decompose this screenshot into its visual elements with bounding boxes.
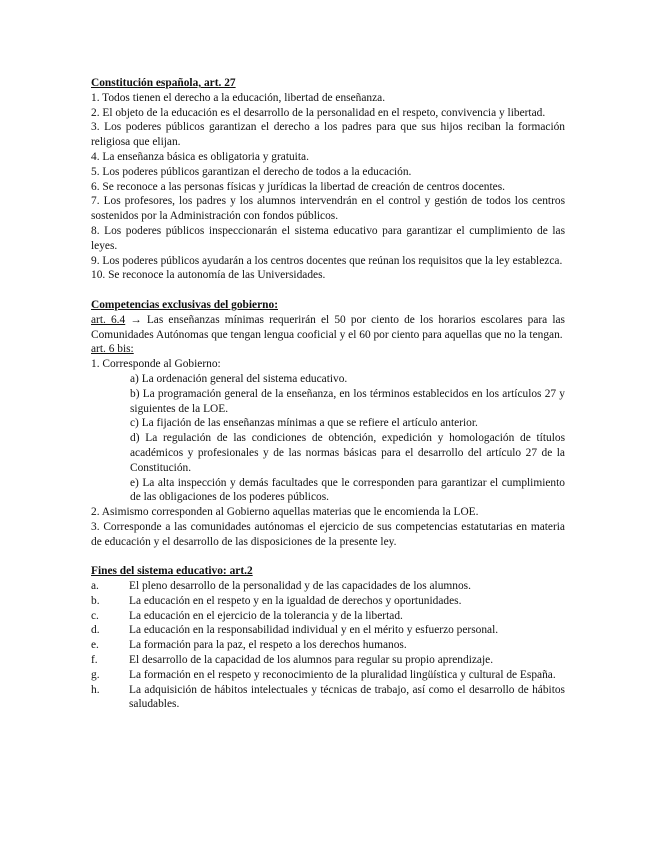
fines-item-e: [91, 638, 565, 653]
constitucion-item-5: 5. Los poderes públicos garantizan el derecho de todos a la educación.: [91, 165, 412, 178]
fines-text-a: El pleno desarrollo de la personalidad y de las capacidades de los alumnos.: [129, 580, 471, 593]
art-6-4-label: art. 6.4: [91, 313, 126, 326]
competencias-point-3: 3. Corresponde a las comunidades autónomas el ejercicio de sus competencias estatutarias en materia de educación y el desarrollo de las disposiciones de la presente ley.: [91, 520, 565, 548]
spacer: [91, 283, 565, 298]
fines-label-b: b.: [91, 594, 100, 607]
competencias-point-1: 1. Corresponde al Gobierno:: [91, 358, 221, 371]
fines-text-e: La formación para la paz, el respeto a los derechos humanos.: [129, 639, 407, 652]
fines-text-g: La formación en el respeto y reconocimiento de la pluralidad lingüística y cultural de España.: [129, 668, 556, 681]
fines-text-h: La adquisición de hábitos intelectuales y técnicas de trabajo, así como el desarrollo de hábitos saludables.: [129, 683, 565, 711]
fines-label-e: e.: [91, 639, 99, 652]
fines-label-g: g.: [91, 668, 100, 681]
fines-item-d: [91, 623, 565, 638]
fines-item-g: [91, 668, 565, 683]
constitucion-item-1: 1. Todos tienen el derecho a la educación, libertad de enseñanza.: [91, 91, 386, 104]
constitucion-item-10: 10. Se reconoce la autonomía de las Universidades.: [91, 269, 326, 282]
constitucion-item-3: 3. Los poderes públicos garantizan el derecho a los padres para que sus hijos reciban la formación religiosa que elijan.: [91, 121, 565, 149]
constitucion-item-4: 4. La enseñanza básica es obligatoria y gratuita.: [91, 150, 309, 163]
fines-label-a: a.: [91, 580, 99, 593]
fines-text-d: La educación en la responsabilidad individual y en el mérito y esfuerzo personal.: [129, 624, 499, 637]
fines-label-h: h.: [91, 683, 100, 696]
fines-item-b: [91, 594, 565, 609]
section-title-constitucion: Constitución española, art. 27: [91, 77, 236, 89]
fines-text-f: El desarrollo de la capacidad de los alumnos para regular su propio aprendizaje.: [129, 654, 494, 667]
competencias-point-2: 2. Asimismo corresponden al Gobierno aquellas materias que le encomienda la LOE.: [91, 506, 479, 519]
fines-text-b: La educación en el respeto y en la igualdad de derechos y oportunidades.: [129, 594, 462, 607]
fines-item-f: [91, 653, 565, 668]
art-6-4-paragraph: [91, 313, 565, 343]
constitucion-item-9: 9. Los poderes públicos ayudarán a los centros docentes que reúnan los requisitos que la ley establezca.: [91, 254, 563, 267]
competencias-sub-c: c) La fijación de las enseñanzas mínimas a que se refiere el artículo anterior.: [130, 417, 478, 430]
art-6-4-text: → Las enseñanzas mínimas requerirán el 50 por ciento de los horarios escolares para las Comunidades Autónomas que tengan lengua cooficial y el 60 por ciento para aquellas que no la tengan.: [91, 313, 565, 341]
fines-text-c: La educación en el ejercicio de la tolerancia y de la libertad.: [129, 609, 403, 622]
competencias-sub-a: a) La ordenación general del sistema educativo.: [130, 372, 348, 385]
competencias-sub-b: b) La programación general de la enseñanza, en los términos establecidos en los artículos 27 y siguientes de la LOE.: [130, 387, 565, 415]
fines-label-d: d.: [91, 624, 100, 637]
constitucion-item-8: 8. Los poderes públicos inspeccionarán el sistema educativo para garantizar el cumplimiento de las leyes.: [91, 224, 565, 252]
art-6-bis-label: art. 6 bis:: [91, 343, 134, 356]
fines-item-a: [91, 579, 565, 594]
constitucion-item-2: 2. El objeto de la educación es el desarrollo de la personalidad en el respeto, convivencia y libertad.: [91, 106, 546, 119]
constitucion-item-7: 7. Los profesores, los padres y los alumnos intervendrán en el control y gestión de todos los centros sostenidos por la Administración con fondos públicos.: [91, 195, 565, 223]
competencias-sub-e: e) La alta inspección y demás facultades que le corresponden para garantizar el cumplimiento de las obligaciones de los poderes públicos.: [130, 476, 565, 504]
fines-item-c: [91, 609, 565, 624]
section-title-competencias: Competencias exclusivas del gobierno:: [91, 298, 278, 311]
competencias-sub-d: d) La regulación de las condiciones de obtención, expedición y homologación de títulos académicos y profesionales y de las normas básicas para el desarrollo del artículo 27 de la Constitución.: [130, 432, 565, 474]
fines-label-f: f.: [91, 654, 98, 667]
spacer: [91, 550, 565, 565]
fines-label-c: c.: [91, 609, 99, 622]
constitucion-item-6: 6. Se reconoce a las personas físicas y jurídicas la libertad de creación de centros docentes.: [91, 180, 506, 193]
fines-item-h: [91, 683, 565, 713]
section-title-fines: Fines del sistema educativo: art.2: [91, 565, 253, 578]
document-page: [91, 76, 565, 712]
